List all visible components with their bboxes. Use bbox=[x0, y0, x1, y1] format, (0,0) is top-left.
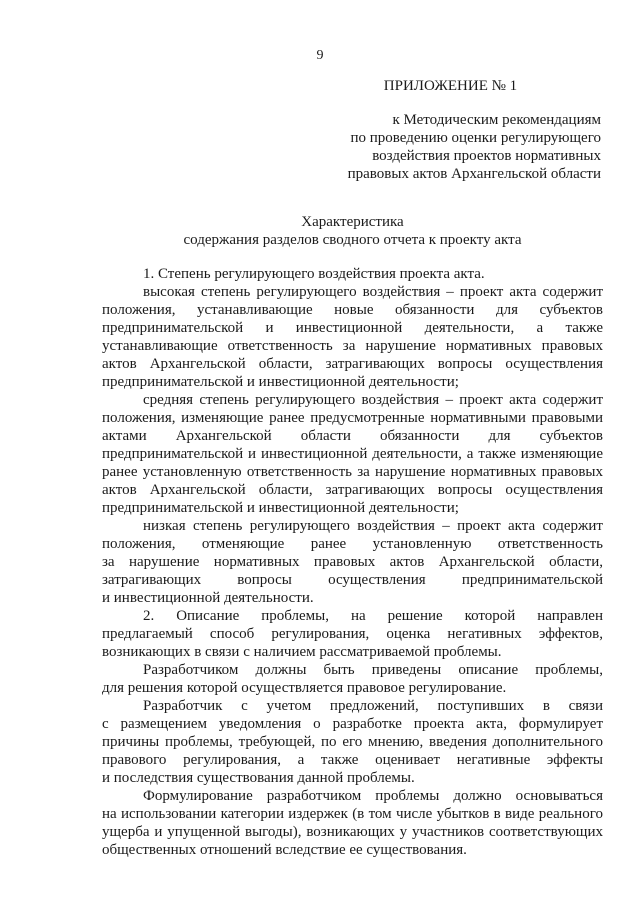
body-line: положения, изменяющие ранее предусмотренные нормативными правовыми bbox=[102, 410, 603, 426]
body-line: ущерба и упущенной выгоды), возникающих у участников соответствующих bbox=[102, 824, 603, 840]
appendix-subtitle-line: воздействия проектов нормативных bbox=[372, 148, 601, 164]
body-line: положения, отменяющие ранее установленную ответственность bbox=[102, 536, 603, 552]
body-line: актами Архангельской области обязанности для субъектов bbox=[102, 428, 603, 444]
body-line: предлагаемый способ регулирования, оценка негативных эффектов, bbox=[102, 626, 603, 642]
body-line: на использовании категории издержек (в том числе убытков в виде реального bbox=[102, 806, 603, 822]
body-line: возникающих в связи с наличием рассматриваемой проблемы. bbox=[102, 644, 502, 660]
body-line: ранее установленную ответственность за нарушение нормативных правовых bbox=[102, 464, 603, 480]
body-line: затрагивающих вопросы осуществления предпринимательской bbox=[102, 572, 603, 588]
heading-line: Характеристика bbox=[301, 214, 404, 230]
body-line: и последствия существования данной проблемы. bbox=[102, 770, 415, 786]
appendix-subtitle-line: по проведению оценки регулирующего bbox=[350, 130, 601, 146]
heading-line: содержания разделов сводного отчета к проекту акта bbox=[183, 232, 522, 248]
body-line: Разработчик с учетом предложений, поступивших в связи bbox=[143, 698, 603, 714]
body-line: Формулирование разработчиком проблемы должно основываться bbox=[143, 788, 603, 804]
body-line: предпринимательской и инвестиционной деятельности, а также bbox=[102, 320, 603, 336]
body-line: предпринимательской и инвестиционной деятельности; bbox=[102, 374, 459, 390]
body-line: предпринимательской и инвестиционной деятельности; bbox=[102, 500, 459, 516]
body-line: положения, устанавливающие новые обязанности для субъектов bbox=[102, 302, 603, 318]
body-line: с размещением уведомления о разработке проекта акта, формулирует bbox=[102, 716, 603, 732]
body-line: актов Архангельской области, затрагивающих вопросы осуществления bbox=[102, 482, 603, 498]
body-line: 2. Описание проблемы, на решение которой направлен bbox=[143, 608, 603, 624]
body-line: общественных отношений вследствие ее существования. bbox=[102, 842, 467, 858]
body-line: и инвестиционной деятельности. bbox=[102, 590, 314, 606]
appendix-subtitle-line: к Методическим рекомендациям bbox=[392, 112, 601, 128]
body-line: высокая степень регулирующего воздействия – проект акта содержит bbox=[143, 284, 603, 300]
body-line: за нарушение нормативных правовых актов Архангельской области, bbox=[102, 554, 603, 570]
body-line: низкая степень регулирующего воздействия – проект акта содержит bbox=[143, 518, 603, 534]
page-number: 9 bbox=[316, 48, 324, 63]
appendix-title: ПРИЛОЖЕНИЕ № 1 bbox=[383, 78, 518, 94]
appendix-subtitle-line: правовых актов Архангельской области bbox=[347, 166, 601, 182]
body-line: предпринимательской и инвестиционной деятельности, а также изменяющие bbox=[102, 446, 603, 462]
body-line: для решения которой осуществляется правовое регулирование. bbox=[102, 680, 507, 696]
body-line: средняя степень регулирующего воздействия – проект акта содержит bbox=[143, 392, 603, 408]
body-line: актов Архангельской области, затрагивающих вопросы осуществления bbox=[102, 356, 603, 372]
body-line: устанавливающие ответственность за нарушение нормативных правовых bbox=[102, 338, 603, 354]
body-line: причины проблемы, требующей, по его мнению, введения дополнительного bbox=[102, 734, 603, 750]
body-line: правового регулирования, а также оценивает негативные эффекты bbox=[102, 752, 603, 768]
body-line: Разработчиком должны быть приведены описание проблемы, bbox=[143, 662, 603, 678]
body-line: 1. Степень регулирующего воздействия проекта акта. bbox=[143, 266, 485, 282]
